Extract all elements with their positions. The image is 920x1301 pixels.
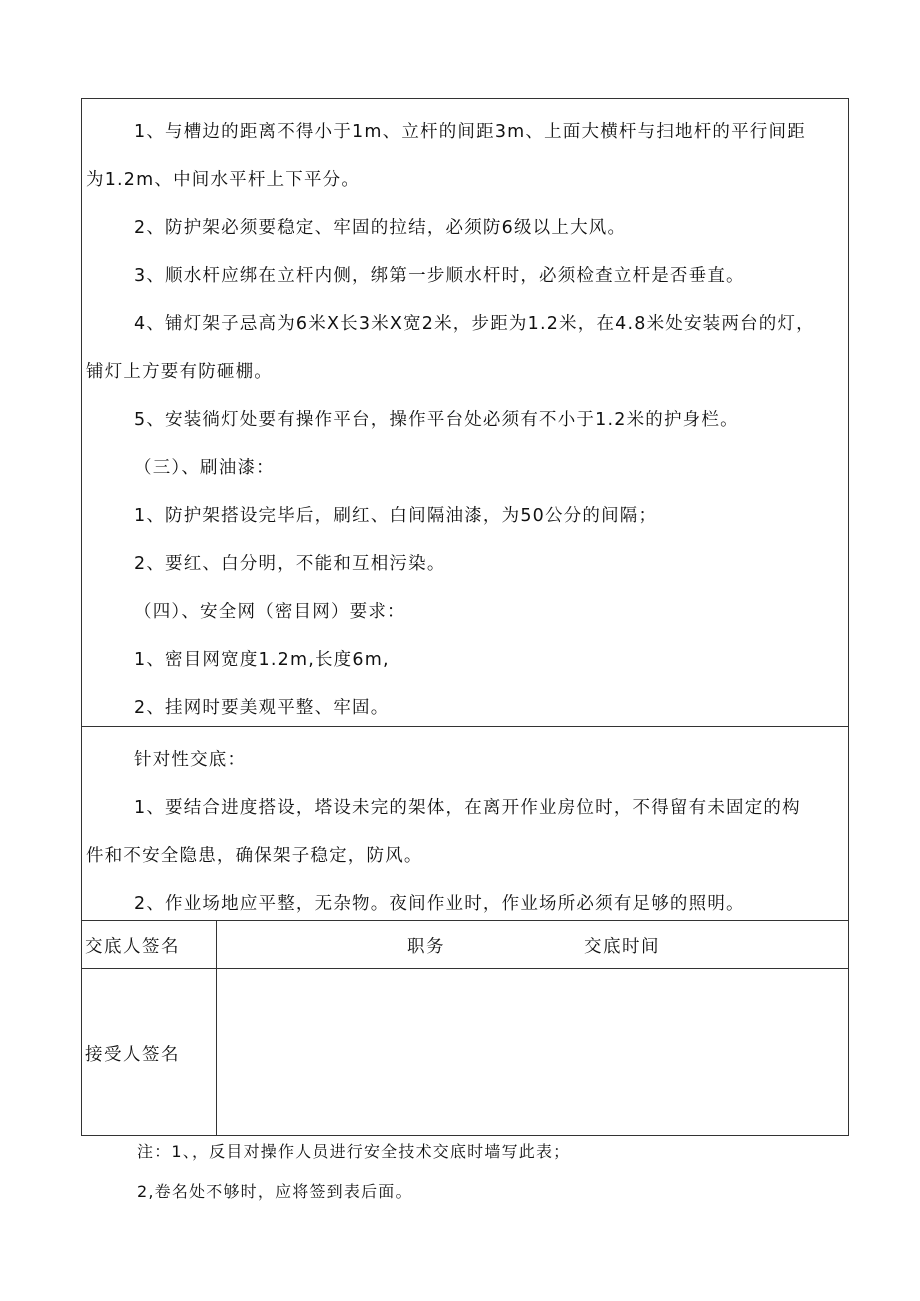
text-line: 铺灯上方要有防砸棚。 <box>86 362 273 382</box>
text-line: 件和不安全隐患，确保架子稳定，防风。 <box>86 846 423 866</box>
text-line: 2、要红、白分明，不能和互相污染。 <box>134 554 446 574</box>
column-divider <box>216 921 217 968</box>
receiver-signature-label: 接受人签名 <box>85 1045 180 1065</box>
subheading-safety-net: （四）、安全网（密目网）要求： <box>134 602 406 622</box>
receiver-signature-row <box>82 969 848 1135</box>
footnote-line-2: 2,卷名处不够时，应将签到表后面。 <box>137 1182 413 1201</box>
text-line: 1、密目网宽度1.2m,长度6m, <box>134 650 390 670</box>
text-line: 2、防护架必须要稳定、牢固的拉结，必须防6级以上大风。 <box>134 218 627 238</box>
text-line: 为1.2m、中间水平杆上下平分。 <box>86 170 361 190</box>
discloser-signature-row <box>82 921 848 969</box>
targeted-disclosure-section <box>82 727 848 921</box>
text-line: 3、顺水杆应绑在立杆内侧，绑第一步顺水杆时，必须检查立杆是否垂直。 <box>134 266 745 286</box>
subheading-paint: （三）、刷油漆： <box>134 458 275 478</box>
disclosure-table <box>81 98 849 1136</box>
text-line: 1、要结合进度搭设，塔设未完的架体，在离开作业房位时，不得留有未固定的构 <box>134 798 801 818</box>
discloser-signature-label: 交底人签名 <box>85 937 180 957</box>
footnote-line-1: 注：1、，反目对操作人员进行安全技术交底时墙写此表； <box>137 1142 571 1161</box>
section-heading: 针对性交底： <box>134 750 247 770</box>
text-line: 5、安装徜灯处要有操作平台，操作平台处必须有不小于1.2米的护身栏。 <box>134 410 739 430</box>
text-line: 1、与槽边的距离不得小于1m、立杆的间距3m、上面大横杆与扫地杆的平行间距 <box>134 122 806 142</box>
text-line: 2、挂网时要美观平整、牢固。 <box>134 698 390 718</box>
text-line: 4、铺灯架子忌高为6米X长3米X宽2米，步距为1.2米，在4.8米处安装两台的灯， <box>134 314 815 334</box>
requirements-section <box>82 99 848 727</box>
text-line: 1、防护架搭设完毕后，刷红、白间隔油漆，为50公分的间隔； <box>134 506 658 526</box>
disclosure-time-label: 交底时间 <box>584 937 660 957</box>
position-label: 职务 <box>407 937 445 957</box>
column-divider <box>216 969 217 1135</box>
text-line: 2、作业场地应平整，无杂物。夜间作业时，作业场所必须有足够的照明。 <box>134 894 745 914</box>
